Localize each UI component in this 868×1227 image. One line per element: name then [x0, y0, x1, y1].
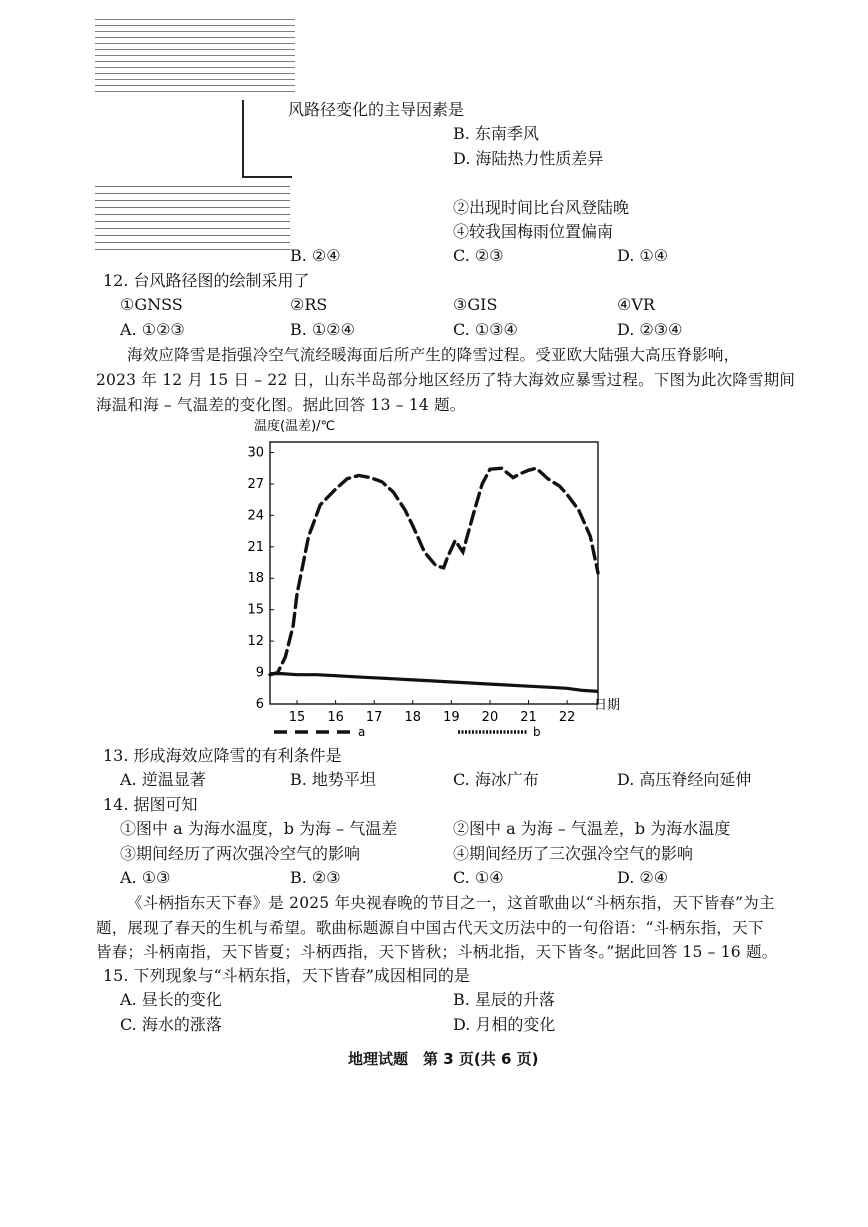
q13-option-b: B. 地势平坦 — [290, 770, 376, 789]
q11-option-b2: B. ②④ — [290, 246, 341, 265]
q12-item-2: ②RS — [290, 295, 328, 314]
q12-stem: 12. 台风路径图的绘制采用了 — [103, 271, 310, 290]
legend-a-label: a — [358, 725, 366, 739]
q13-option-c: C. 海冰广布 — [453, 770, 539, 789]
passage1-line3: 海温和海 – 气温差的变化图。据此回答 13 – 14 题。 — [96, 396, 466, 414]
q15-option-c: C. 海水的涨落 — [120, 1015, 222, 1034]
y-tick-label: 21 — [247, 539, 264, 555]
q12-item-1: ①GNSS — [120, 295, 183, 314]
q12-option-d: D. ②③④ — [617, 320, 683, 339]
page-footer: 地理试题 第 3 页(共 6 页) — [348, 1050, 539, 1068]
series-b-line — [270, 674, 598, 692]
q12-item-3: ③GIS — [453, 295, 498, 314]
y-tick-label: 12 — [247, 634, 264, 650]
q13-option-a: A. 逆温显著 — [120, 770, 206, 789]
q14-stem: 14. 据图可知 — [103, 795, 198, 814]
cropped-chart-fragment — [242, 100, 292, 178]
y-axis-label: 温度(温差)/℃ — [254, 419, 336, 434]
q14-item-4: ④期间经历了三次强冷空气的影响 — [453, 844, 694, 863]
x-tick-label: 19 — [443, 710, 460, 725]
q14-option-d: D. ②④ — [617, 868, 669, 887]
q12-item-4: ④VR — [617, 295, 655, 314]
q11-item-2: ②出现时间比台风登陆晚 — [453, 198, 630, 217]
q15-option-b: B. 星辰的升落 — [453, 990, 555, 1009]
q13-stem: 13. 形成海效应降雪的有利条件是 — [103, 746, 342, 765]
series-a-line — [270, 468, 598, 675]
y-tick-label: 6 — [255, 697, 264, 712]
y-tick-label: 30 — [247, 445, 264, 461]
y-tick-label: 9 — [255, 665, 264, 681]
sea-temperature-chart — [240, 412, 640, 744]
y-tick-label: 24 — [247, 508, 264, 524]
q14-option-c: C. ①④ — [453, 868, 504, 887]
q14-option-b: B. ②③ — [290, 868, 341, 887]
cropped-question-text — [95, 14, 295, 94]
q11-stem: 风路径变化的主导因素是 — [288, 100, 465, 119]
q14-option-a: A. ①③ — [120, 868, 171, 887]
passage1-line1: 海效应降雪是指强冷空气流经暖海面后所产生的降雪过程。受亚欧大陆强大高压脊影响， — [127, 346, 740, 364]
x-tick-label: 22 — [558, 710, 576, 725]
x-tick-label: 16 — [327, 710, 344, 725]
q15-option-d: D. 月相的变化 — [453, 1015, 556, 1034]
passage2-line2: 题，展现了春天的生机与希望。歌曲标题源自中国古代天文历法中的一句俗语：“斗柄东指，天下 — [96, 919, 764, 937]
passage1-line2: 2023 年 12 月 15 日 – 22 日，山东半岛部分地区经历了特大海效应暴雪过程。下图为此次降雪期间 — [96, 371, 796, 389]
q11-option-d2: D. ①④ — [617, 246, 669, 265]
q11-option-b: B. 东南季风 — [453, 124, 539, 143]
passage2-line3: 皆春；斗柄南指，天下皆夏；斗柄西指，天下皆秋；斗柄北指，天下皆冬。”据此回答 15 – 16 题。 — [96, 943, 778, 961]
cropped-question-text-lower — [95, 180, 290, 252]
q11-option-c2: C. ②③ — [453, 246, 504, 265]
q11-item-4: ④较我国梅雨位置偏南 — [453, 222, 614, 241]
x-tick-label: 15 — [288, 710, 306, 725]
legend-b-label: b — [533, 725, 541, 739]
y-tick-label: 18 — [247, 571, 264, 587]
q12-option-c: C. ①③④ — [453, 320, 518, 339]
q12-option-a: A. ①②③ — [120, 320, 185, 339]
passage2-line1: 《斗柄指东天下春》是 2025 年央视春晚的节目之一，这首歌曲以“斗柄东指，天下皆春”为主 — [127, 894, 775, 912]
q14-item-2: ②图中 a 为海 – 气温差，b 为海水温度 — [453, 819, 731, 838]
y-tick-label: 27 — [247, 476, 264, 492]
x-tick-label: 18 — [404, 710, 422, 725]
q13-option-d: D. 高压脊经向延伸 — [617, 770, 752, 789]
x-tick-label: 17 — [365, 710, 383, 725]
x-tick-label: 21 — [520, 710, 537, 725]
q14-item-1: ①图中 a 为海水温度，b 为海 – 气温差 — [120, 819, 398, 838]
q12-option-b: B. ①②④ — [290, 320, 355, 339]
plot-frame — [270, 442, 598, 704]
y-tick-label: 15 — [247, 602, 264, 618]
q15-option-a: A. 昼长的变化 — [120, 990, 222, 1009]
x-tick-label: 20 — [481, 710, 499, 725]
x-axis-label: 日期 — [594, 698, 621, 713]
q14-item-3: ③期间经历了两次强冷空气的影响 — [120, 844, 361, 863]
q11-option-d: D. 海陆热力性质差异 — [453, 149, 604, 168]
q15-stem: 15. 下列现象与“斗柄东指，天下皆春”成因相同的是 — [103, 966, 470, 985]
